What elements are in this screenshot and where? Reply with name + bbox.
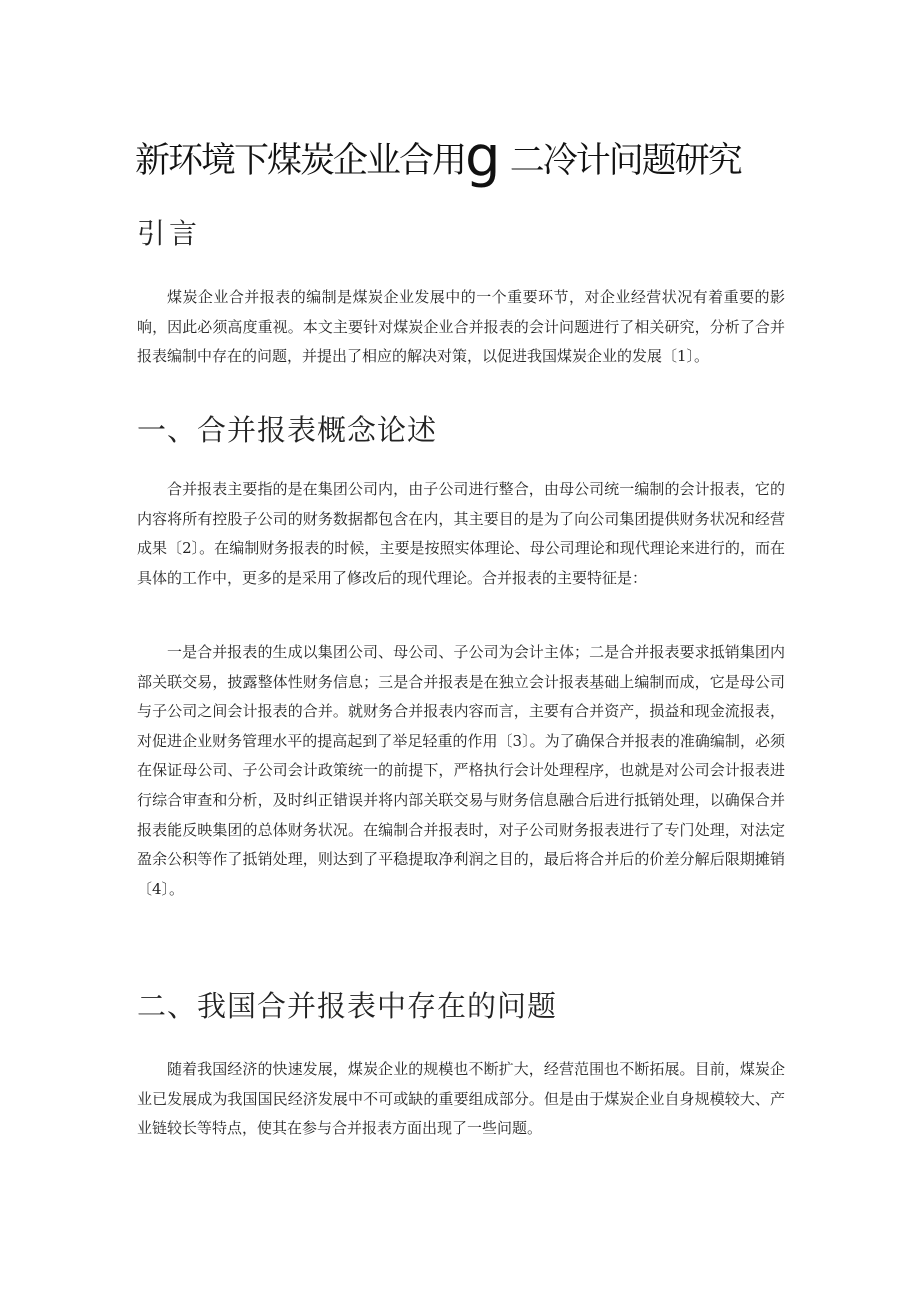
title-text-part2: 二冷计问题研究: [500, 141, 741, 181]
title-glyph: g: [465, 125, 501, 190]
section1-paragraph-2: 一是合并报表的生成以集团公司、母公司、子公司为会计主体；二是合并报表要求抵销集团内部关联交易，披露整体性财务信息；三是合并报表是在独立会计报表基础上编制而成，它是母公司与子公司之间会计报表的合并。就财务合并报表内容而言，主要有合并资产，损益和现金流报表，对促进企业财务管理水平的提高起到了举足轻重的作用〔3〕。为了确保合并报表的准确编制，必须在保证母公司、子公司会计政策统一的前提下，严格执行会计处理程序，也就是对公司会计报表进行综合审查和分析，及时纠正错误并将内部关联交易与财务信息融合后进行抵销处理，以确保合并报表能反映集团的总体财务状况。在编制合并报表时，对子公司财务报表进行了专门处理，对法定盈余公积等作了抵销处理，则达到了平稳提取净利润之目的，最后将合并后的价差分解后限期摊销〔4〕。: [137, 643, 785, 898]
section2-paragraph-1: 随着我国经济的快速发展，煤炭企业的规模也不断扩大，经营范围也不断拓展。目前，煤炭企业已发展成为我国国民经济发展中不可或缺的重要组成部分。但是由于煤炭企业自身规模较大、产业链较长等特点，使其在参与合并报表方面出现了一些问题。: [137, 1060, 785, 1138]
section2-heading: 二、我国合并报表中存在的问题: [137, 989, 558, 1023]
intro-heading: 引言: [137, 217, 202, 250]
document-title: [135, 125, 795, 191]
intro-paragraph: 煤炭企业合并报表的编制是煤炭企业发展中的一个重要环节，对企业经营状况有着重要的影响，因此必须高度重视。本文主要针对煤炭企业合并报表的会计问题进行了相关研究，分析了合并报表编制中存在的问题，并提出了相应的解决对策，以促进我国煤炭企业的发展〔1〕。: [137, 288, 785, 366]
section1-paragraph-1: 合并报表主要指的是在集团公司内，由子公司进行整合，由母公司统一编制的会计报表，它的内容将所有控股子公司的财务数据都包含在内，其主要目的是为了向公司集团提供财务状况和经营成果〔2〕。在编制财务报表的时候，主要是按照实体理论、母公司理论和现代理论来进行的，而在具体的工作中，更多的是采用了修改后的现代理论。合并报表的主要特征是：: [137, 480, 785, 587]
title-text-part1: 新环境下煤炭企业合用: [135, 141, 466, 181]
section1-heading: 一、合并报表概念论述: [137, 413, 438, 447]
